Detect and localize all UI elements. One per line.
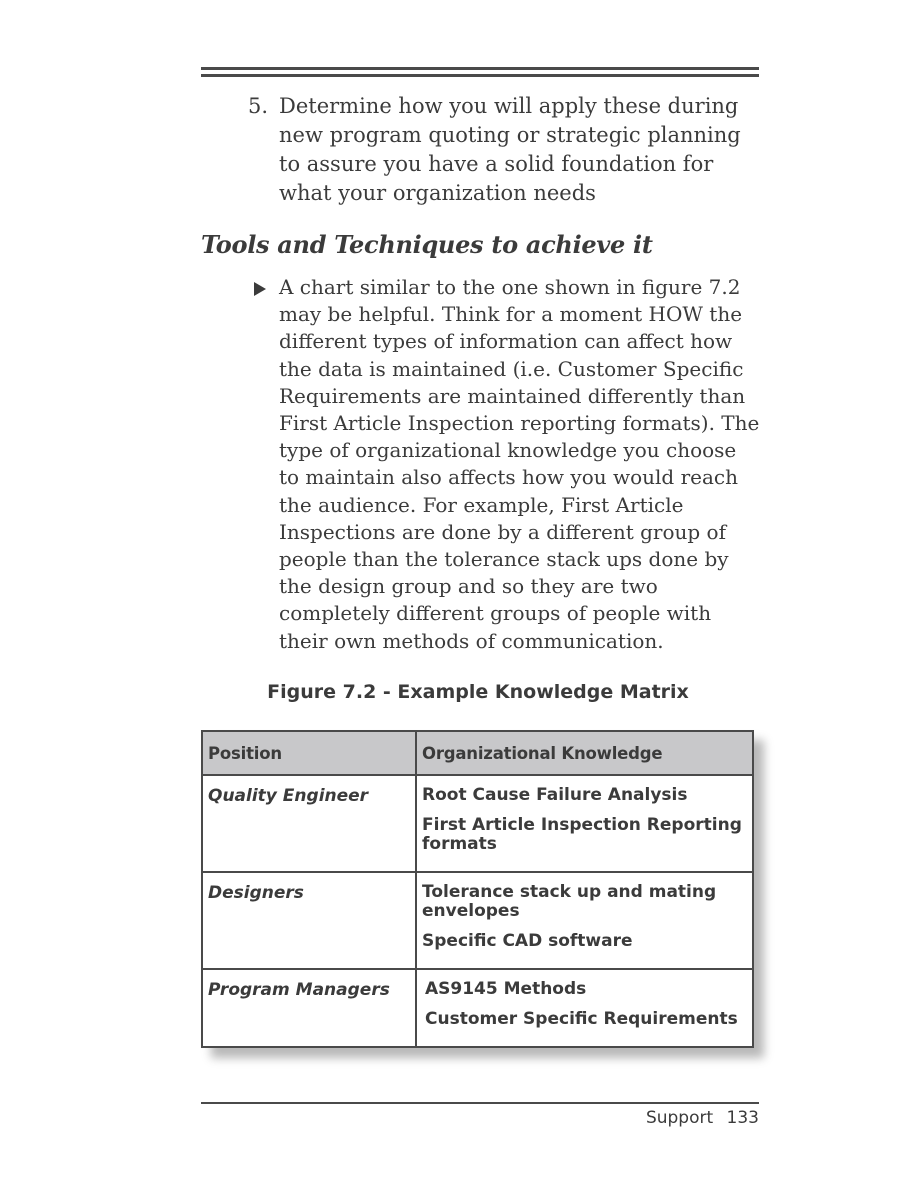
- table-row: [202, 775, 753, 872]
- knowledge-cell: [416, 775, 753, 872]
- top-rule: [201, 67, 759, 70]
- table-row: [202, 969, 753, 1047]
- knowledge-item: AS9145 Methods: [425, 979, 587, 999]
- position-cell: Program Managers: [202, 969, 416, 1047]
- knowledge-cell: [416, 872, 753, 969]
- top-rule-second: [201, 74, 759, 77]
- bullet-text: A chart similar to the one shown in figure 7.2 may be helpful. Think for a moment HOW the different types of information can affect how the data is maintained (i.e. Customer Specific Requirements are maintained differently than First Article Inspection reporting formats). The type of organizational knowledge you choose to maintain also affects how you would reach the audience. For example, First Article Inspections are done by a different group of people than the tolerance stack ups done by the design group and so they are two completely different groups of people with their own methods of communication.: [279, 275, 760, 653]
- knowledge-cell: [416, 969, 753, 1047]
- bottom-rule: [201, 1102, 759, 1104]
- page-number: 133: [726, 1108, 759, 1128]
- column-header-knowledge: Organizational Knowledge: [416, 731, 753, 775]
- knowledge-item: Specific CAD software: [422, 931, 633, 951]
- triangle-bullet-icon: [254, 282, 266, 296]
- item-text: Determine how you will apply these during new program quoting or strategic planning to assure you have a solid foundation for what your organization needs: [279, 94, 741, 205]
- figure-caption: Figure 7.2 - Example Knowledge Matrix: [267, 681, 689, 703]
- position-cell: Designers: [202, 872, 416, 969]
- footer-section-name: Support: [645, 1108, 714, 1128]
- knowledge-item: Customer Specific Requirements: [425, 1009, 738, 1029]
- knowledge-matrix-table: [201, 730, 754, 1048]
- table-header-row: [202, 731, 753, 775]
- knowledge-item: First Article Inspection Reporting formats: [422, 815, 742, 854]
- position-cell: Quality Engineer: [202, 775, 416, 872]
- page-footer: [646, 1108, 759, 1128]
- knowledge-item: Root Cause Failure Analysis: [422, 785, 688, 805]
- column-header-position: Position: [202, 731, 416, 775]
- table-row: [202, 872, 753, 969]
- knowledge-item: Tolerance stack up and mating envelopes: [422, 882, 717, 921]
- section-heading: Tools and Techniques to achieve it: [201, 230, 653, 259]
- item-number: 5.: [248, 94, 269, 118]
